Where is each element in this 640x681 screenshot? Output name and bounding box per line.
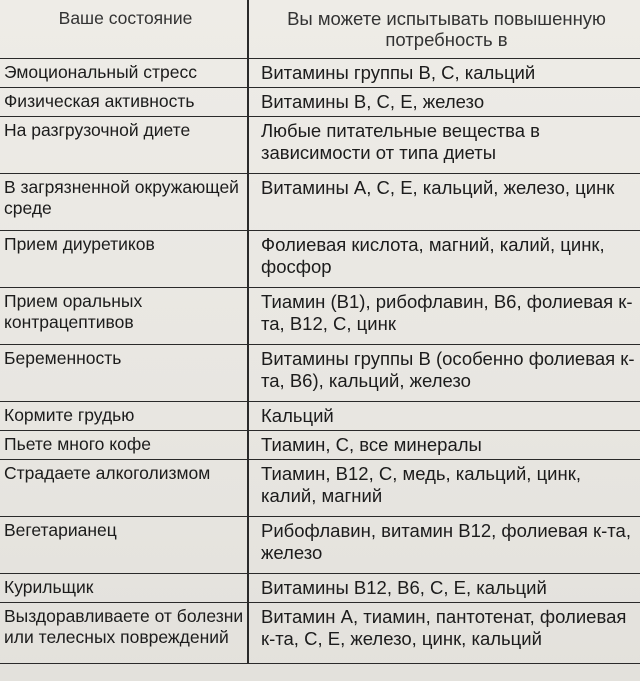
- state-text: В загрязненной окружающей среде: [4, 177, 239, 218]
- state-cell: [0, 117, 248, 174]
- state-text: Вегетарианец: [4, 520, 117, 540]
- table-row: [0, 517, 640, 574]
- need-text: Тиамин (B1), рибофлавин, B6, фолиевая к-та, B12, С, цинк: [261, 291, 633, 334]
- state-cell: [0, 603, 248, 664]
- state-cell: [0, 88, 248, 117]
- state-cell: [0, 402, 248, 431]
- state-cell: [0, 460, 248, 517]
- state-cell: [0, 59, 248, 88]
- state-text: Курильщик: [4, 577, 94, 597]
- state-text: Эмоциональный стресс: [4, 62, 198, 82]
- need-cell: [248, 88, 640, 117]
- need-text: Витамины группы В (особенно фолиевая к-та, B6), кальций, железо: [261, 348, 635, 391]
- state-cell: [0, 345, 248, 402]
- need-cell: [248, 174, 640, 231]
- state-text: Кормите грудью: [4, 405, 135, 425]
- state-cell: [0, 288, 248, 345]
- state-cell: [0, 174, 248, 231]
- need-text: Витамины В, С, Е, железо: [261, 91, 485, 112]
- state-text: Страдаете алкоголизмом: [4, 463, 211, 483]
- need-cell: [248, 574, 640, 603]
- table-row: [0, 117, 640, 174]
- need-cell: [248, 402, 640, 431]
- need-cell: [248, 59, 640, 88]
- table-row: [0, 59, 640, 88]
- need-text: Любые питательные вещества в зависимости от типа диеты: [261, 120, 540, 163]
- state-text: Физическая активность: [4, 91, 195, 111]
- state-text: На разгрузочной диете: [4, 120, 191, 140]
- table-row: [0, 345, 640, 402]
- need-cell: [248, 460, 640, 517]
- state-cell: [0, 431, 248, 460]
- need-text: Фолиевая кислота, магний, калий, цинк, фосфор: [261, 234, 605, 277]
- state-cell: [0, 517, 248, 574]
- need-text: Тиамин, B12, С, медь, кальций, цинк, калий, магний: [261, 463, 581, 506]
- need-cell: [248, 517, 640, 574]
- state-cell: [0, 231, 248, 288]
- table-row: [0, 574, 640, 603]
- need-text: Витамины B12, B6, С, Е, кальций: [261, 577, 547, 598]
- table-row: [0, 431, 640, 460]
- header-state: Ваше состояние: [0, 0, 248, 59]
- need-cell: [248, 231, 640, 288]
- table-header-row: [0, 0, 640, 59]
- state-text: Выздоравливаете от болезни или телесных повреждений: [4, 606, 244, 647]
- header-need: Вы можете испытывать повышенную потребность в: [248, 0, 640, 59]
- table-row: [0, 603, 640, 664]
- need-text: Витамины группы В, С, кальций: [261, 62, 536, 83]
- state-text: Прием диуретиков: [4, 234, 155, 254]
- state-text: Беременность: [4, 348, 122, 368]
- need-text: Рибофлавин, витамин B12, фолиевая к-та, железо: [261, 520, 631, 563]
- need-cell: [248, 288, 640, 345]
- table-row: [0, 174, 640, 231]
- table-row: [0, 402, 640, 431]
- state-cell: [0, 574, 248, 603]
- need-cell: [248, 345, 640, 402]
- need-cell: [248, 117, 640, 174]
- need-text: Витамин А, тиамин, пантотенат, фолиевая к-та, С, Е, железо, цинк, кальций: [261, 606, 627, 649]
- state-text: Прием оральных контрацептивов: [4, 291, 143, 332]
- need-text: Витамины А, С, Е, кальций, железо, цинк: [261, 177, 615, 198]
- need-text: Тиамин, С, все минералы: [261, 434, 482, 455]
- table-row: [0, 231, 640, 288]
- need-cell: [248, 431, 640, 460]
- need-text: Кальций: [261, 405, 334, 426]
- table-row: [0, 460, 640, 517]
- table-row: [0, 288, 640, 345]
- need-cell: [248, 603, 640, 664]
- state-text: Пьете много кофе: [4, 434, 151, 454]
- table-row: [0, 88, 640, 117]
